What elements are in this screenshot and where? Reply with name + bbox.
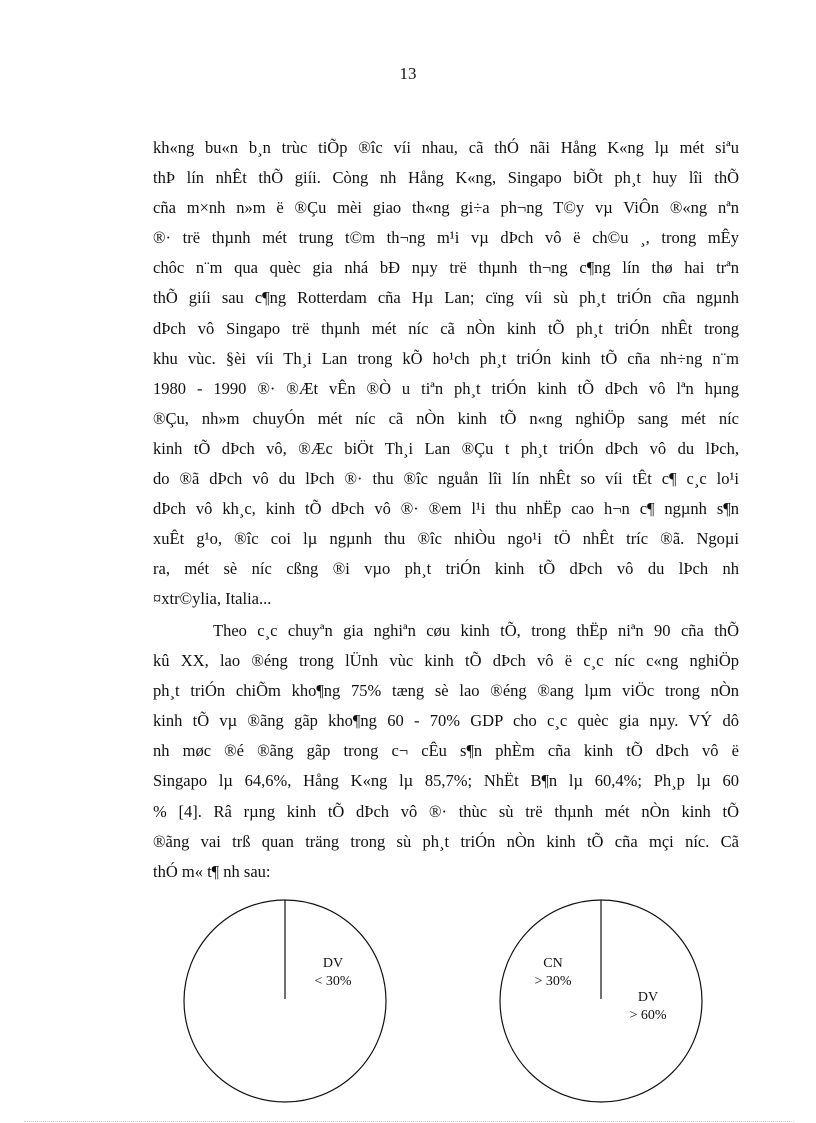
- text-line: nh møc ®é ®ãng gãp trong c¬ cÊu s¶n phÈm cña kinh tÕ dÞch vô ë: [153, 741, 739, 761]
- text-line: thÞ lín nhÊt thÕ giíi. Còng nh Hång K«ng, Singapo biÕt ph¸t huy lîi thÕ: [153, 168, 739, 188]
- text-line: % [4]. Râ rµng kinh tÕ dÞch vô ®· thùc sù trë thµnh mét nÒn kinh tÕ: [153, 801, 739, 821]
- text-line: Singapo lµ 64,6%, Hång K«ng lµ 85,7%; NhËt B¶n lµ 60,4%; Ph¸p lµ 60: [153, 771, 739, 791]
- page-number: 13: [399, 64, 417, 83]
- pie-label-value: > 60%: [629, 1008, 667, 1023]
- pie-label-value: < 30%: [314, 974, 352, 989]
- pie-label-name: DV: [322, 956, 344, 971]
- text-line: kinh tÕ vµ ®ãng gãp kho¶ng 60 - 70% GDP cho c¸c quèc gia nµy. VÝ dô: [153, 711, 739, 731]
- pie-charts-svg: [0, 895, 816, 1105]
- pie-label-value: > 30%: [534, 974, 572, 989]
- text-line: ®ãng vai trß quan träng trong sù ph¸t triÓn nÒn kinh tÕ cña mçi níc. Cã: [153, 831, 739, 851]
- paragraph-2: [153, 616, 739, 887]
- text-line: ph¸t triÓn chiÕm kho¶ng 75% tæng sè lao ®éng ®ang lµm viÖc trong nÒn: [153, 681, 739, 701]
- pie-label-name: CN: [543, 956, 563, 971]
- text-line: ¤xtr©ylia, Italia...: [153, 589, 272, 609]
- pie-chart-left: [184, 900, 386, 1102]
- text-line: 1980 - 1990 ®· ®Æt vÊn ®Ò u tiªn ph¸t triÓn kinh tÕ dÞch vô lªn hµng: [153, 378, 739, 398]
- text-line: khu vùc. §èi víi Th¸i Lan trong kÕ ho¹ch ph¸t triÓn kinh tÕ cña nh÷ng n¨m: [153, 348, 739, 368]
- text-line: thÓ m« t¶ nh sau:: [153, 861, 271, 881]
- text-line: dÞch vô kh¸c, kinh tÕ dÞch vô ®· ®em l¹i thu nhËp cao h¬n c¶ ngµnh s¶n: [153, 499, 739, 519]
- text-line: kh«ng bu«n b¸n trùc tiÕp ®îc víi nhau, cã thÓ nãi Hång K«ng lµ mét siªu: [153, 138, 739, 157]
- text-line: ®· trë thµnh mét trung t©m th¬ng m¹i vµ dÞch vô ë ch©u ¸, trong mÊy: [153, 228, 739, 248]
- text-line: cña m×nh n»m ë ®Çu mèi giao th«ng gi÷a ph¬ng T©y vµ ViÔn ®«ng nªn: [153, 198, 739, 218]
- pie-chart-right: [500, 900, 702, 1102]
- text-line: ra, mét sè níc cßng ®i vµo ph¸t triÓn kinh tÕ dÞch vô du lÞch nh: [153, 559, 739, 579]
- text-line: Theo c¸c chuyªn gia nghiªn cøu kinh tÕ, trong thËp niªn 90 cña thÕ: [213, 621, 739, 640]
- text-line: chôc n¨m qua quèc gia nhá bÐ nµy trë thµnh th¬ng c¶ng lín thø hai trªn: [153, 258, 739, 278]
- pie-label-name: DV: [637, 990, 659, 1005]
- footer-rule: [24, 1121, 794, 1122]
- pie-charts: [0, 895, 816, 1105]
- text-line: do ®ã dÞch vô du lÞch ®· thu ®îc nguån lîi lín nhÊt so víi tÊt c¶ c¸c lo¹i: [153, 469, 739, 489]
- text-line: ®Çu, nh»m chuyÓn mét níc cã nÒn kinh tÕ n«ng nghiÖp sang mét níc: [153, 408, 739, 428]
- text-line: xuÊt g¹o, ®îc coi lµ ngµnh thu ®îc nhiÒu ngo¹i tÖ nhÊt tríc ®ã. Ngoµi: [153, 529, 739, 549]
- text-line: dÞch vô Singapo trë thµnh mét níc cã nÒn kinh tÕ ph¸t triÓn nhÊt trong: [153, 318, 739, 338]
- paragraph-1: [153, 133, 739, 615]
- text-line: kû XX, lao ®éng trong lÜnh vùc kinh tÕ dÞch vô ë c¸c níc c«ng nghiÖp: [153, 651, 739, 671]
- text-line: thÕ giíi sau c¶ng Rotterdam cña Hµ Lan; cïng víi sù ph¸t triÓn cña ngµnh: [153, 288, 739, 308]
- text-line: kinh tÕ dÞch vô, ®Æc biÖt Th¸i Lan ®Çu t ph¸t triÓn dÞch vô du lÞch,: [153, 438, 739, 458]
